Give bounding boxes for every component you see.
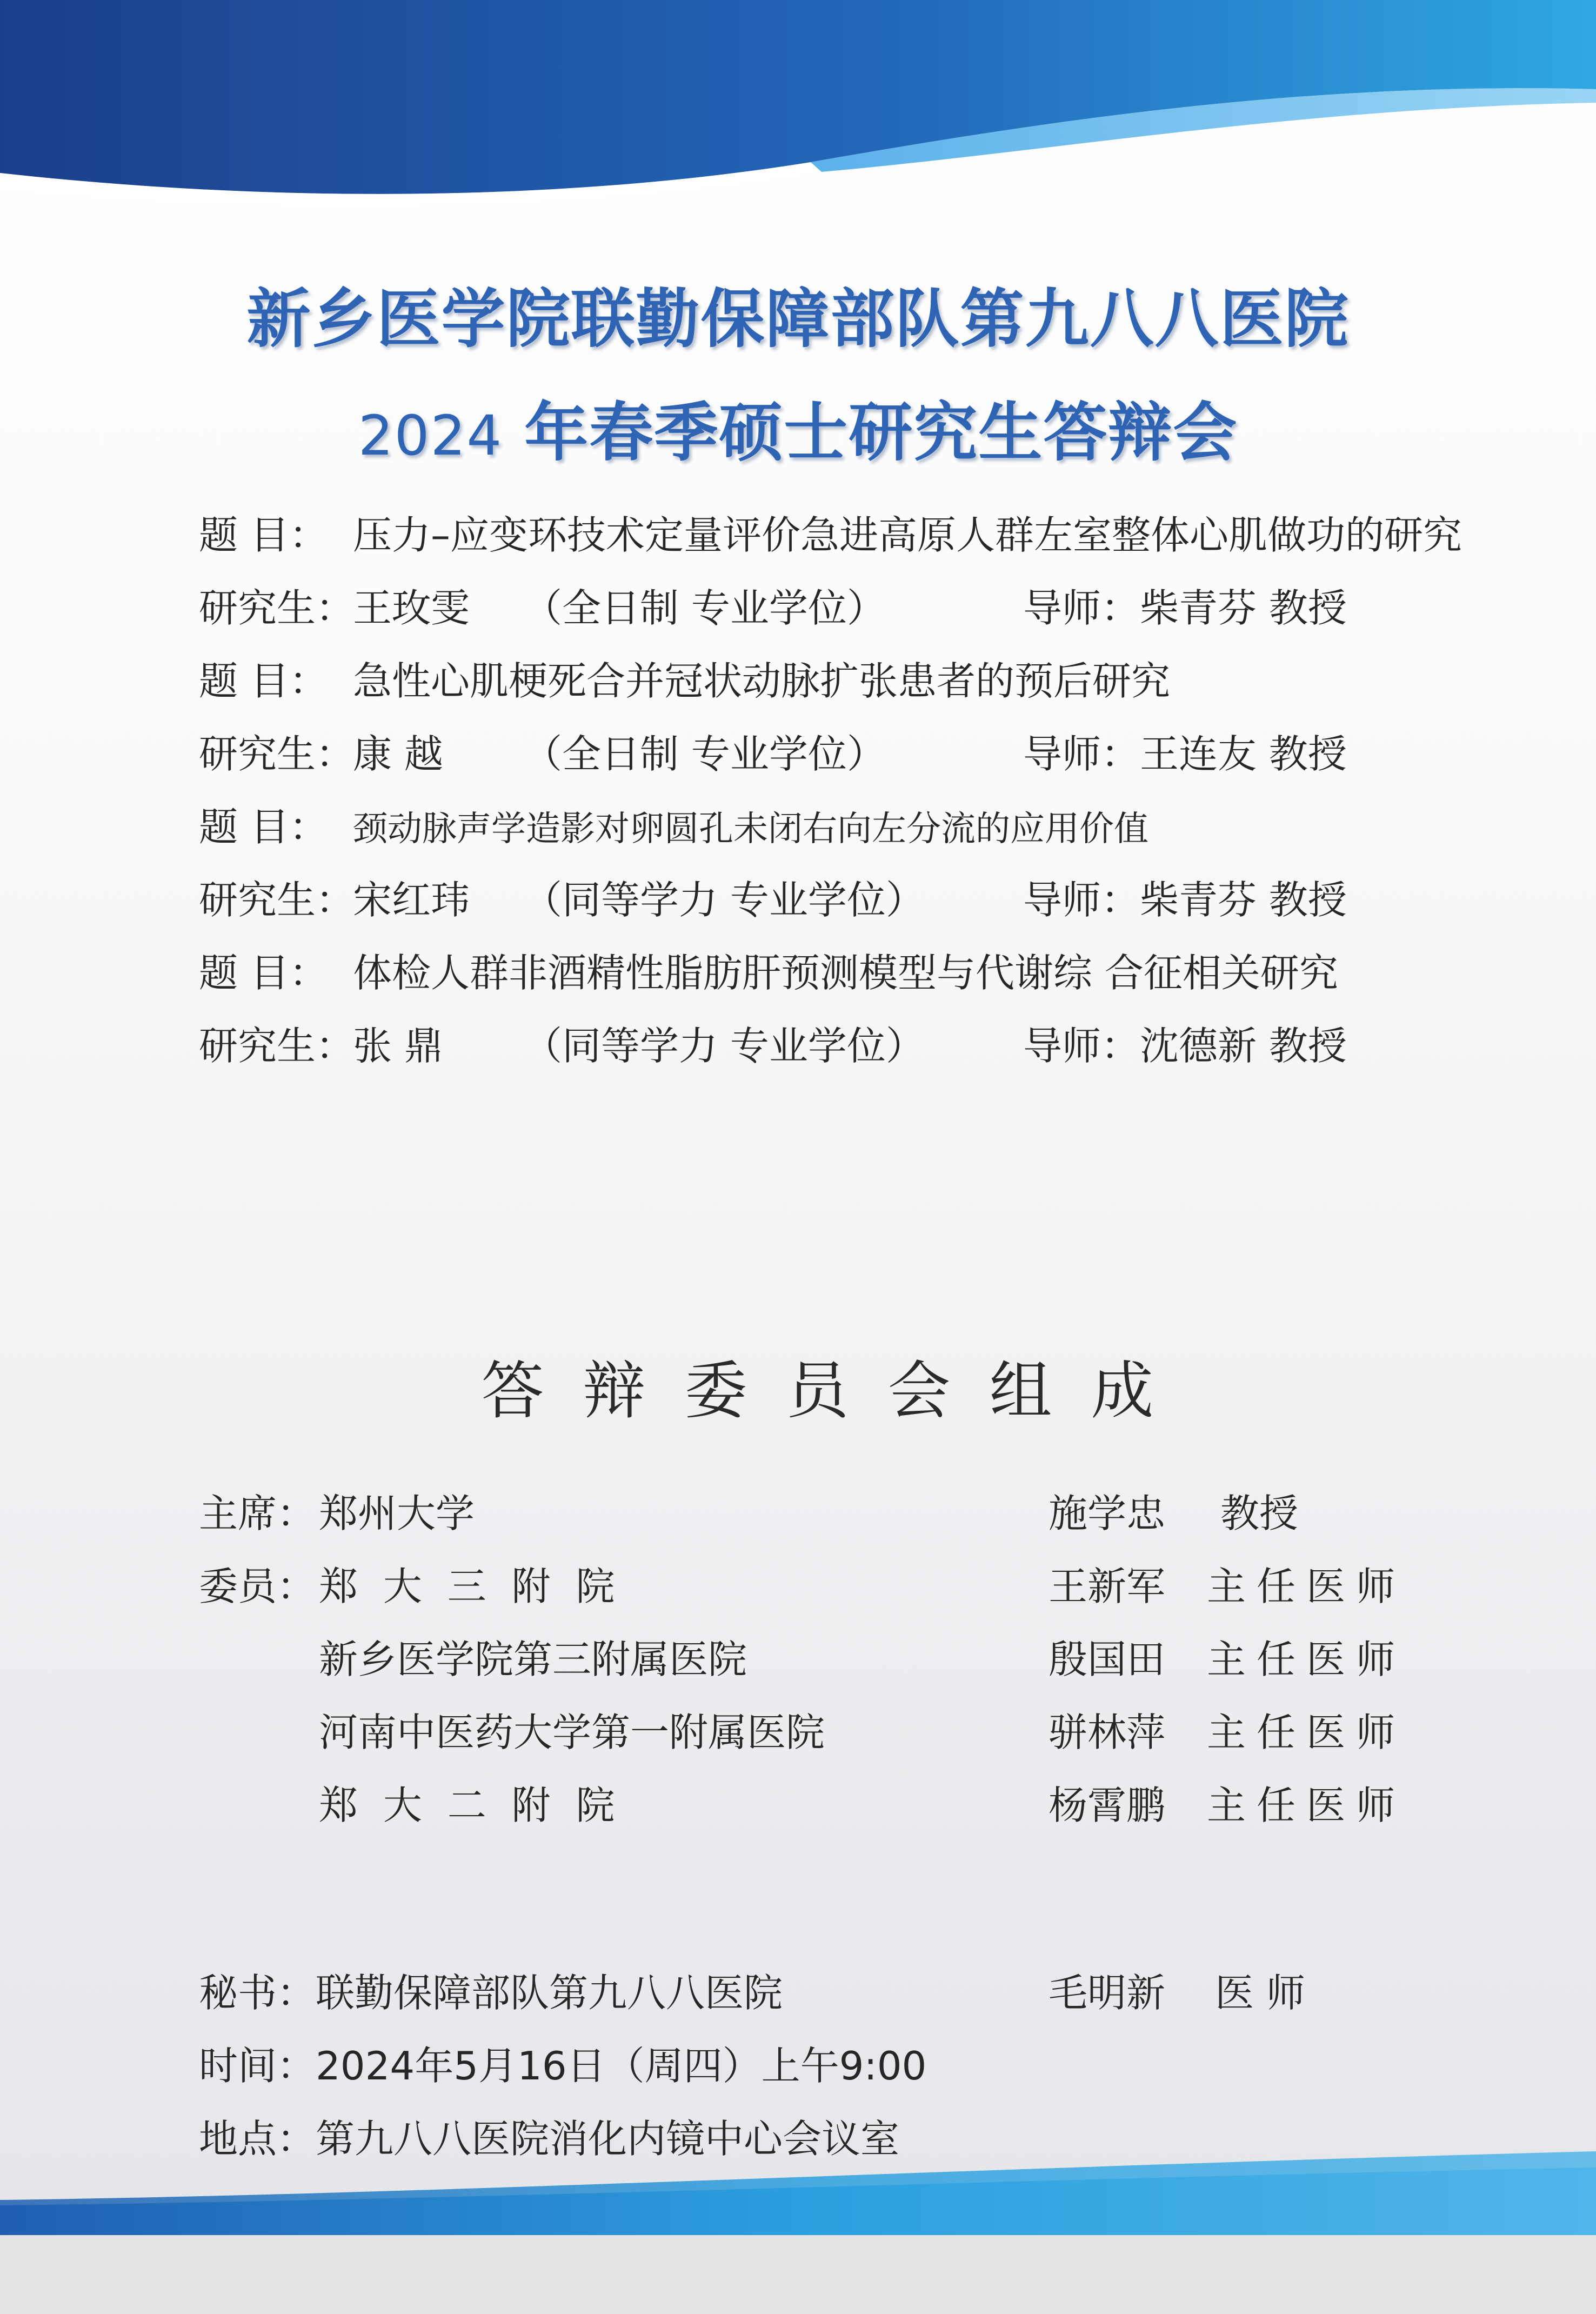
advisor-name: 沈德新 教授: [1140, 1023, 1347, 1069]
thesis-1-student-row: [199, 578, 1442, 638]
member-name: 骈林萍: [1049, 1710, 1166, 1755]
defense-location: 地点：第九八八医院消化内镜中心会议室: [199, 2116, 900, 2162]
topic-label: 题 目：: [199, 512, 328, 558]
student-name: 康 越: [353, 731, 443, 777]
topic-label: 题 目：: [199, 804, 328, 850]
member-name: 王新军: [1049, 1564, 1166, 1609]
member-org: 郑 大 三 附 院: [319, 1564, 622, 1609]
member-org: 新乡医学院第三附属医院: [319, 1637, 747, 1682]
title-event-text: 年春季硕士研究生答辩会: [524, 395, 1238, 470]
advisor: [1023, 724, 1347, 784]
title-event: [0, 381, 1596, 473]
thesis-topic: 颈动脉声学造影对卵圆孔未闭右向左分流的应用价值: [353, 809, 1148, 849]
secretary-org: 秘书：联勤保障部队第九八八医院: [199, 1970, 783, 2016]
committee-member-row: [199, 1630, 1442, 1689]
student-name: 宋红玮: [353, 877, 470, 923]
degree-type: （全日制 专业学位）: [523, 585, 886, 631]
member-name: 杨霄鹏: [1049, 1783, 1166, 1828]
top-banner: [0, 0, 1596, 227]
student-name: 张 鼎: [353, 1023, 443, 1069]
advisor-label: 导师：: [1023, 877, 1140, 923]
topic-label: 题 目：: [199, 950, 328, 996]
secretary-title: 医 师: [1215, 1970, 1305, 2016]
advisor: [1023, 870, 1347, 930]
secretary-name: 毛明新: [1049, 1970, 1166, 2016]
chair-name: 施学忠: [1049, 1491, 1166, 1536]
degree-type: （同等学力 专业学位）: [523, 877, 925, 923]
student-name: 王玫雯: [353, 585, 470, 631]
thesis-1-topic-row: [199, 505, 1462, 565]
advisor-name: 柴青芬 教授: [1140, 585, 1347, 631]
thesis-4-student-row: [199, 1016, 1442, 1076]
defense-time: 时间：2024年5月16日（周四）上午9:00: [199, 2043, 927, 2089]
thesis-3-student-row: [199, 870, 1442, 930]
member-org: 河南中医药大学第一附属医院: [319, 1710, 825, 1755]
topic-label: 题 目：: [199, 658, 328, 704]
committee-member-row: [199, 1703, 1442, 1762]
thesis-topic: 急性心肌梗死合并冠状动脉扩张患者的预后研究: [353, 658, 1171, 704]
advisor-label: 导师：: [1023, 585, 1140, 631]
advisor-label: 导师：: [1023, 731, 1140, 777]
degree-type: （同等学力 专业学位）: [523, 1023, 925, 1069]
member-label: 委员：: [199, 1564, 316, 1609]
advisor: [1023, 578, 1347, 638]
advisor-name: 柴青芬 教授: [1140, 877, 1347, 923]
committee-member-row: [199, 1776, 1442, 1835]
advisor: [1023, 1016, 1347, 1076]
title-hospital: 新乡医学院联勤保障部队第九八八医院: [246, 282, 1350, 356]
bottom-banner: [0, 2140, 1596, 2314]
member-title: 主任医师: [1207, 1564, 1406, 1609]
title-year: 2024: [358, 404, 503, 468]
member-org: 郑 大 二 附 院: [319, 1783, 622, 1828]
thesis-topic: 体检人群非酒精性脂肪肝预测模型与代谢综 合征相关研究: [353, 950, 1338, 996]
chair-label: 主席：: [199, 1491, 316, 1536]
committee-heading: 答辩委员会组成: [481, 1355, 1193, 1428]
chair-title: 教授: [1220, 1491, 1299, 1536]
degree-type: （全日制 专业学位）: [523, 731, 886, 777]
chair-org: 郑州大学: [319, 1491, 475, 1536]
student-label: 研究生：: [199, 585, 355, 631]
thesis-2-topic-row: [199, 651, 1170, 711]
committee-chair-row: [199, 1484, 1442, 1543]
thesis-4-topic-row: [199, 943, 1338, 1003]
thesis-2-student-row: [199, 724, 1442, 784]
advisor-name: 王连友 教授: [1140, 731, 1347, 777]
thesis-topic: 压力–应变环技术定量评价急进高原人群左室整体心肌做功的研究: [353, 512, 1463, 558]
committee-member-row: [199, 1557, 1442, 1616]
student-label: 研究生：: [199, 877, 355, 923]
member-title: 主任医师: [1207, 1710, 1406, 1755]
advisor-label: 导师：: [1023, 1023, 1140, 1069]
secretary-row: [199, 1963, 1442, 2023]
member-title: 主任医师: [1207, 1637, 1406, 1682]
member-title: 主任医师: [1207, 1783, 1406, 1828]
student-label: 研究生：: [199, 1023, 355, 1069]
member-name: 殷国田: [1049, 1637, 1166, 1682]
thesis-3-topic-row: [199, 797, 1148, 857]
student-label: 研究生：: [199, 731, 355, 777]
